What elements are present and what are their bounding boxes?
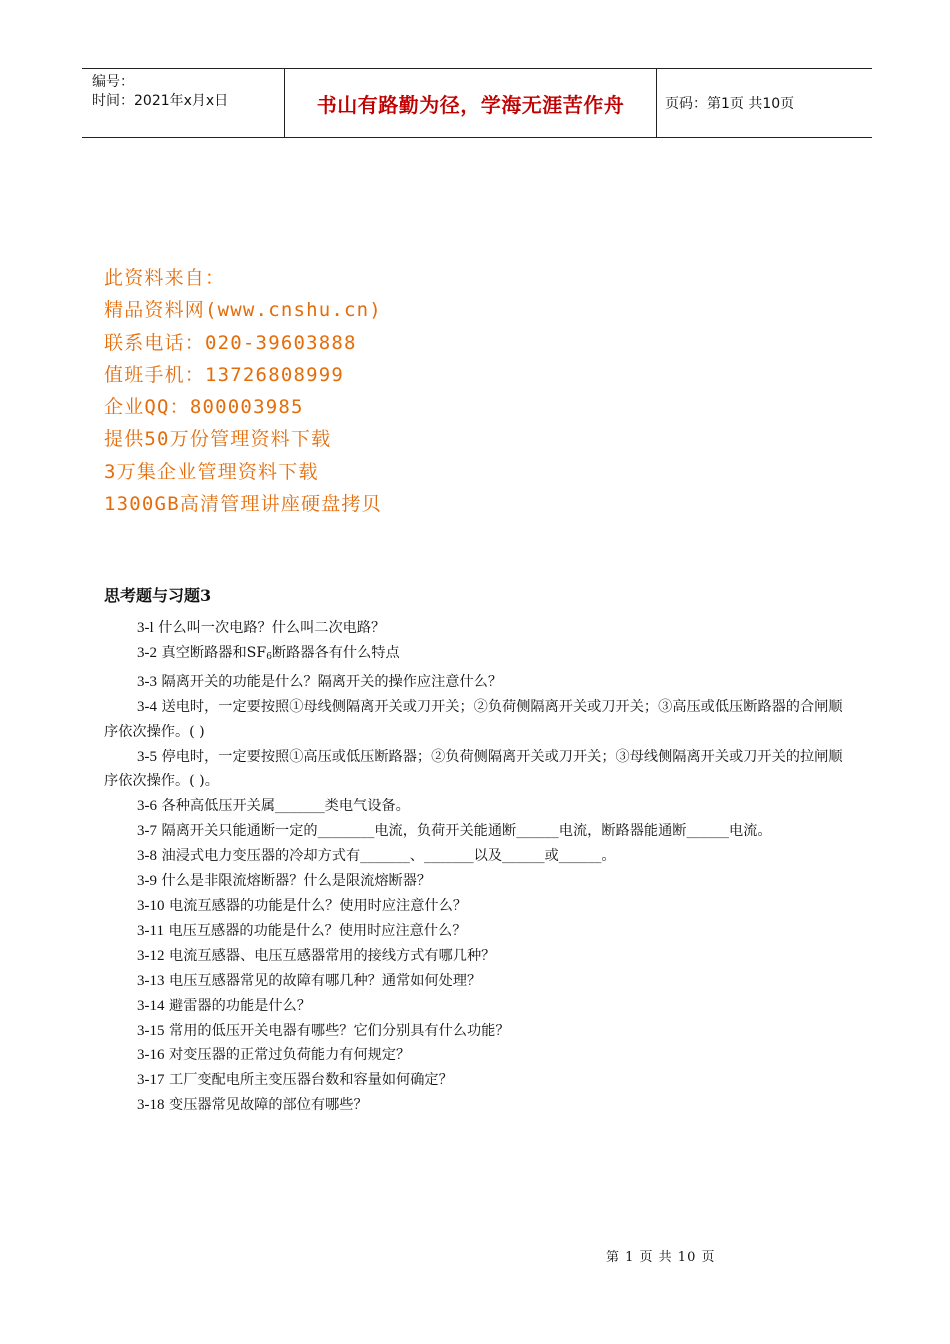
question-item (104, 745, 852, 795)
question-item (104, 1019, 852, 1044)
question-text: 什么叫一次电路？什么叫二次电路？ (158, 620, 386, 636)
question-number: 3-3 (137, 673, 157, 690)
question-item (104, 794, 852, 819)
question-text: 电压互感器的功能是什么？使用时应注意什么？ (168, 922, 467, 939)
question-item (104, 1043, 852, 1068)
question-text: 隔离开关只能通断一定的________电流，负荷开关能通断______电流，断路器能通断______电流。 (161, 823, 772, 840)
question-text: 避雷器的功能是什么？ (169, 997, 311, 1014)
question-item (104, 919, 852, 944)
question-item (104, 819, 852, 844)
header-meta (82, 69, 285, 137)
question-text: 变压器常见故障的部位有哪些？ (169, 1097, 368, 1114)
question-number: 3-6 (137, 798, 157, 815)
question-item (104, 695, 852, 745)
question-number: 3-17 (137, 1072, 165, 1089)
header-motto: 书山有路勤为径，学海无涯苦作舟 (285, 69, 657, 137)
question-item (104, 1093, 852, 1118)
question-text: 常用的低压开关电器有哪些？它们分别具有什么功能？ (169, 1022, 510, 1039)
promo-line: 3万集企业管理资料下载 (104, 460, 319, 483)
promo-block (104, 262, 704, 520)
serial-label: 编号： (92, 74, 134, 90)
question-item (104, 869, 852, 894)
question-text: 真空断路器和SF (161, 644, 267, 661)
section-title: 思考题与习题3 (104, 586, 212, 605)
question-item (104, 616, 852, 641)
promo-line: 联系电话：020-39603888 (104, 331, 357, 354)
promo-line: 企业QQ：800003985 (104, 396, 304, 419)
question-number: 3-11 (137, 922, 164, 939)
promo-line: 1300GB高清管理讲座硬盘拷贝 (104, 493, 382, 516)
question-number: 3-4 (137, 698, 157, 715)
question-text: 对变压器的正常过负荷能力有何规定？ (169, 1047, 411, 1064)
question-number: 3-9 (137, 873, 157, 890)
question-number: 3-13 (137, 972, 165, 989)
subscript: 6 (266, 651, 272, 662)
question-text: 隔离开关的功能是什么？隔离开关的操作应注意什么？ (161, 673, 503, 690)
question-text: 送电时，一定要按照①母线侧隔离开关或刀开关；②负荷侧隔离开关或刀开关；③高压或低压断路器的合闸顺序依次操作。( ) (104, 698, 843, 740)
question-number: 3-14 (137, 997, 165, 1014)
date-label: 时间：2021年x月x日 (92, 93, 229, 109)
question-item (104, 994, 852, 1019)
question-item (104, 641, 852, 670)
question-number: 3-16 (137, 1047, 165, 1064)
question-number: 3-18 (137, 1097, 165, 1114)
question-item (104, 944, 852, 969)
question-number: 3-5 (137, 748, 157, 765)
question-text: 电流互感器、电压互感器常用的接线方式有哪几种？ (169, 947, 496, 964)
question-number: 3-2 (137, 644, 157, 661)
question-number: 3-12 (137, 947, 165, 964)
promo-line: 提供50万份管理资料下载 (104, 428, 332, 451)
page-footer: 第 1 页 共 10 页 (606, 1250, 716, 1265)
question-item (104, 670, 852, 695)
question-text: 什么是非限流熔断器？什么是限流熔断器？ (161, 873, 432, 890)
header-page-info: 页码：第1页 共10页 (665, 96, 795, 112)
question-item (104, 969, 852, 994)
question-item (104, 844, 852, 869)
question-text: 各种高低压开关属_______类电气设备。 (161, 798, 410, 815)
question-item (104, 894, 852, 919)
question-text: 电流互感器的功能是什么？使用时应注意什么？ (169, 897, 467, 914)
question-text: 断路器各有什么特点 (271, 644, 400, 661)
question-number: 3-l (137, 620, 154, 636)
promo-line: 此资料来自： (104, 267, 226, 289)
question-text: 停电时，一定要按照①高压或低压断路器；②负荷侧隔离开关或刀开关；③母线侧隔离开关或刀开关的拉闸顺序依次操作。( )。 (104, 748, 843, 790)
question-text: 工厂变配电所主变压器台数和容量如何确定？ (169, 1072, 453, 1089)
question-number: 3-15 (137, 1022, 165, 1039)
question-text: 电压互感器常见的故障有哪几种？通常如何处理？ (169, 972, 482, 989)
promo-line: 精品资料网(www.cnshu.cn) (104, 299, 382, 322)
question-number: 3-8 (137, 848, 157, 865)
question-text: 油浸式电力变压器的冷却方式有_______、_______以及______或______。 (161, 848, 616, 865)
question-number: 3-7 (137, 823, 157, 840)
question-item (104, 1068, 852, 1093)
page-header (82, 68, 872, 138)
question-list (104, 616, 852, 1118)
promo-line: 值班手机：13726808999 (104, 363, 345, 386)
question-number: 3-10 (137, 897, 165, 914)
